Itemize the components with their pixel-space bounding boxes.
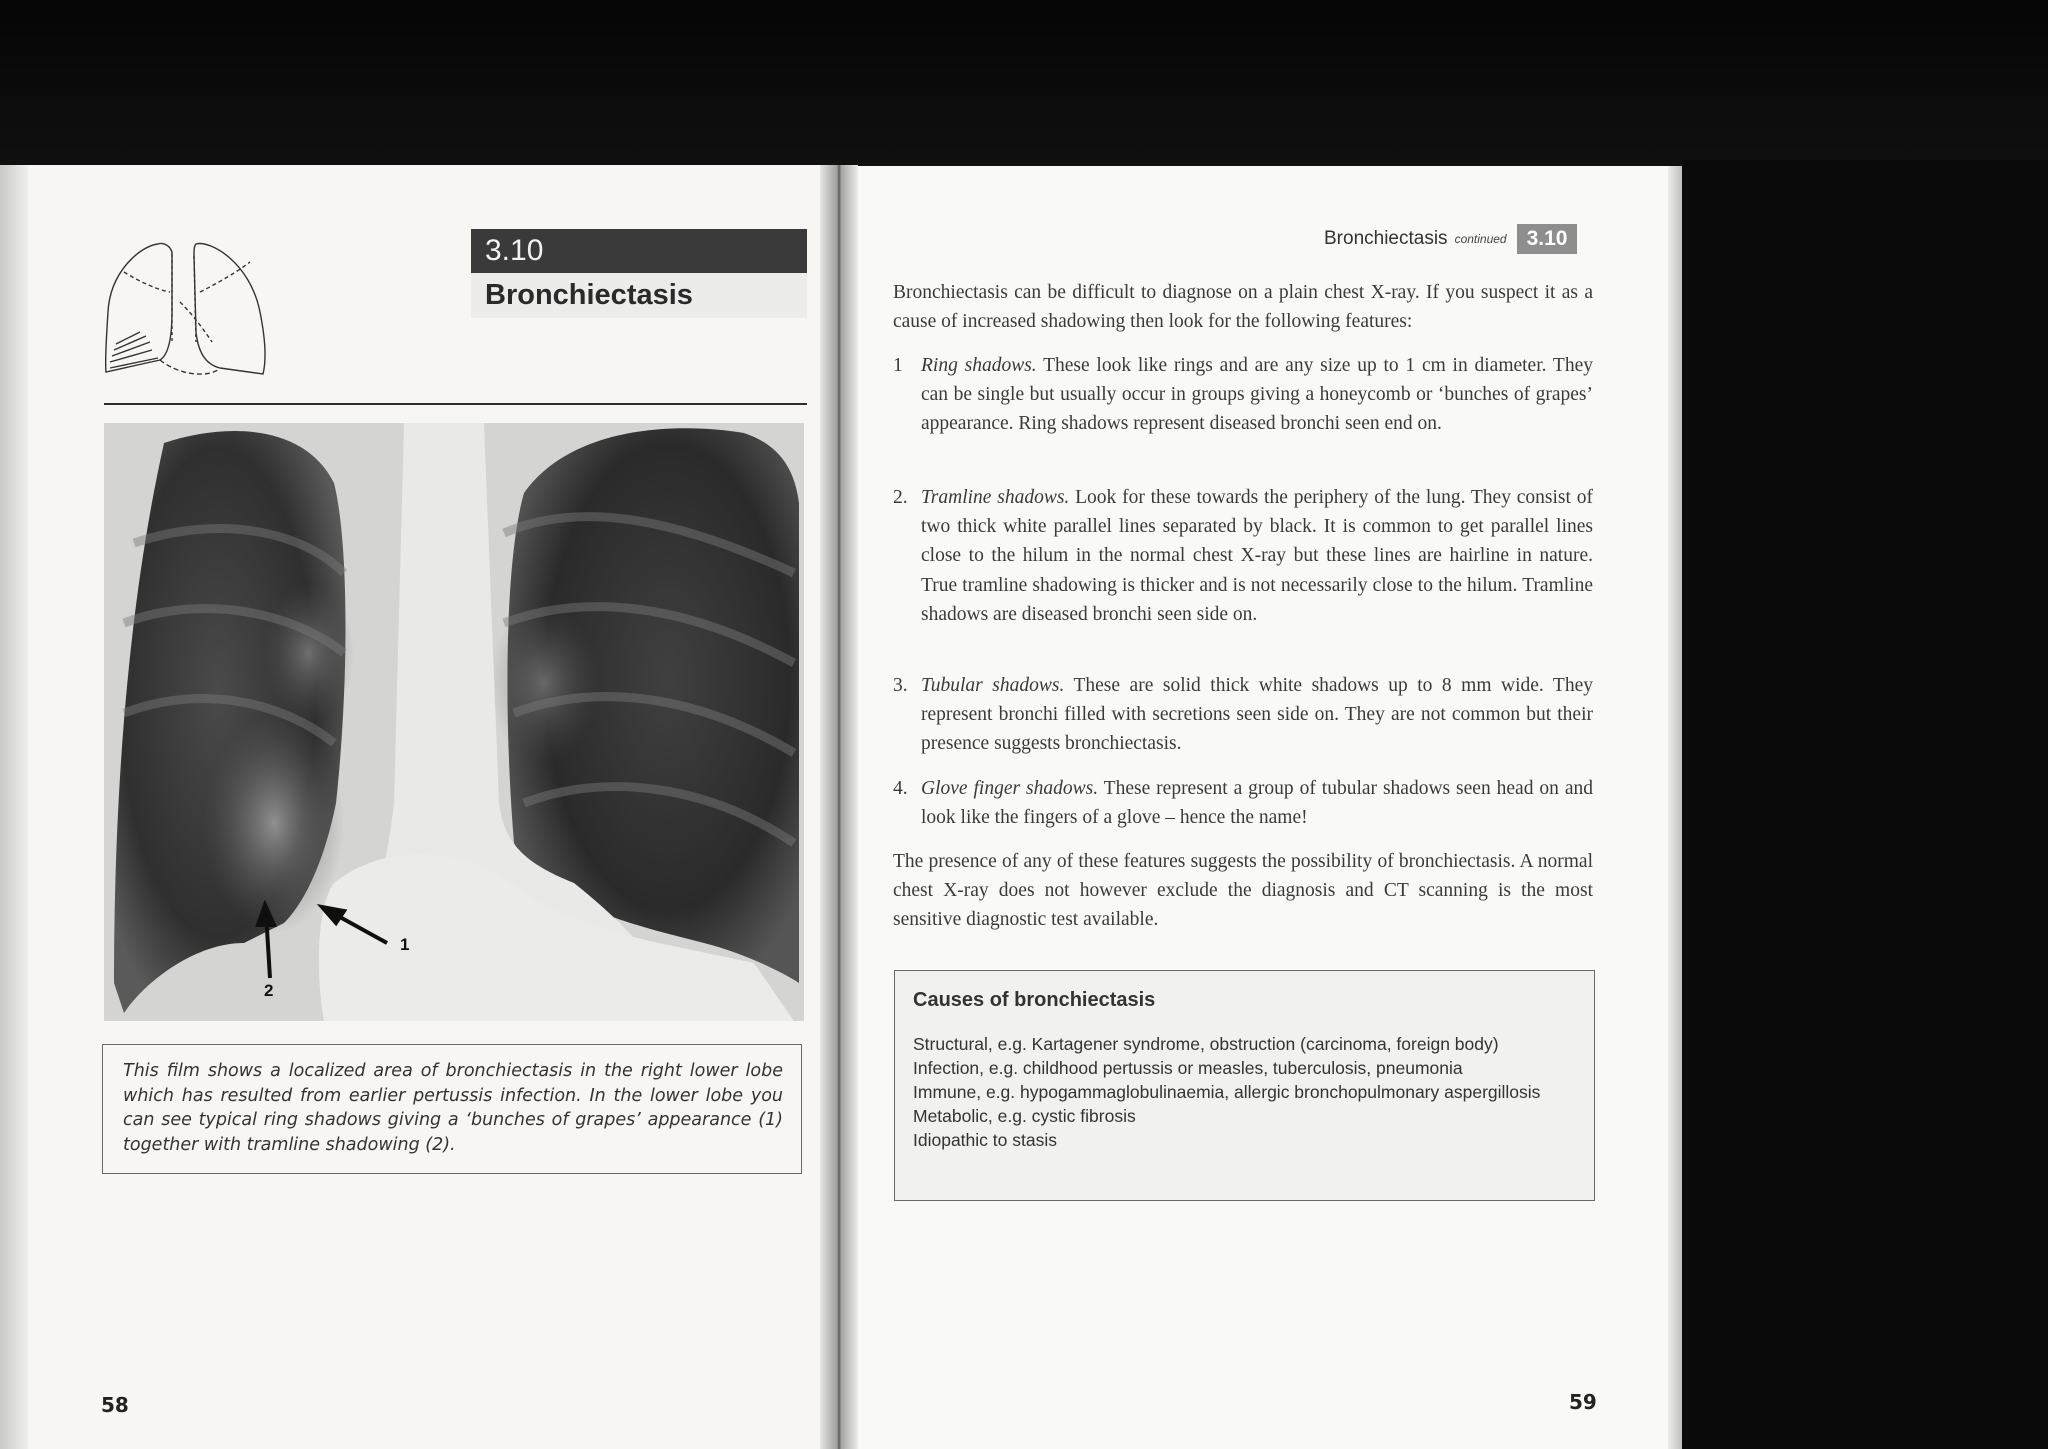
running-head [1324, 224, 1577, 254]
background-top [0, 0, 2048, 170]
running-head-continued: continued [1454, 232, 1507, 246]
feature-number: 2. [893, 487, 908, 508]
causes-item: Immune, e.g. hypogammaglobulinaemia, allergic bronchopulmonary aspergillosis [913, 1082, 1541, 1102]
feature-text: These are solid thick white shadows up to 8 mm wide. They represent bronchi filled with secretions seen side on. They are not common but their presence suggests bronchiectasis. [921, 675, 1593, 755]
feature-item [893, 483, 1593, 629]
section-heading [471, 229, 807, 318]
causes-item: Metabolic, e.g. cystic fibrosis [913, 1106, 1136, 1126]
feature-number: 1 [893, 355, 903, 376]
lung-diagram-icon [100, 232, 272, 378]
divider [104, 403, 807, 405]
feature-number: 3. [893, 675, 908, 696]
figure-label-2: 2 [264, 981, 274, 1000]
feature-term: Tramline shadows. [921, 487, 1070, 508]
figure-caption: This film shows a localized area of bronchiectasis in the right lower lobe which has resulted from earlier pertussis infection. In the lower lobe you can see typical ring shadows giving a ‘bunches of grapes’ appearance (1) together with tramline shadowing (2). [123, 1061, 783, 1155]
running-head-section-number: 3.10 [1517, 224, 1578, 254]
page-edge [1668, 166, 1682, 1449]
page-number-right: 59 [1569, 1390, 1597, 1414]
feature-item [893, 351, 1593, 439]
book-gutter [820, 165, 858, 1449]
causes-title: Causes of bronchiectasis [913, 989, 1156, 1011]
causes-item: Idiopathic to stasis [913, 1130, 1057, 1150]
page-number-left: 58 [101, 1393, 129, 1417]
feature-text: These represent a group of tubular shadows seen head on and look like the fingers of a glove – hence the name! [921, 778, 1593, 829]
feature-item [893, 774, 1593, 832]
section-number: 3.10 [471, 229, 807, 273]
causes-box [894, 970, 1595, 1201]
feature-number: 4. [893, 778, 908, 799]
figure-caption-box [102, 1044, 802, 1174]
page-edge [0, 165, 28, 1449]
feature-item [893, 671, 1593, 759]
section-title: Bronchiectasis [471, 273, 807, 318]
conclusion-paragraph: The presence of any of these features suggests the possibility of bronchiectasis. A normal chest X-ray does not however exclude the diagnosis and CT scanning is the most sensitive diagnostic test available. [893, 851, 1593, 930]
feature-term: Ring shadows. [921, 355, 1037, 376]
intro-paragraph: Bronchiectasis can be difficult to diagnose on a plain chest X-ray. If you suspect it as a cause of increased shadowing then look for the following features: [893, 282, 1593, 332]
causes-item: Infection, e.g. childhood pertussis or measles, tuberculosis, pneumonia [913, 1058, 1463, 1078]
causes-item: Structural, e.g. Kartagener syndrome, obstruction (carcinoma, foreign body) [913, 1034, 1499, 1054]
feature-text: These look like rings and are any size up to 1 cm in diameter. They can be single but usually occur in groups giving a honeycomb or ‘bunches of grapes’ appearance. Ring shadows represent diseased bronchi seen end on. [921, 355, 1593, 435]
figure-label-1: 1 [400, 935, 410, 954]
running-head-title: Bronchiectasis [1324, 228, 1448, 249]
chest-xray-image [104, 423, 804, 1021]
background-right [1682, 160, 2048, 1449]
feature-term: Glove finger shadows. [921, 778, 1099, 799]
feature-term: Tubular shadows. [921, 675, 1065, 696]
feature-text: Look for these towards the periphery of the lung. They consist of two thick white parallel lines separated by black. It is common to get parallel lines close to the hilum in the normal chest X-ray but these lines are hairline in nature. True tramline shadowing is thicker and is not necessarily close to the hilum. Tramline shadows are diseased bronchi seen side on. [921, 487, 1593, 625]
